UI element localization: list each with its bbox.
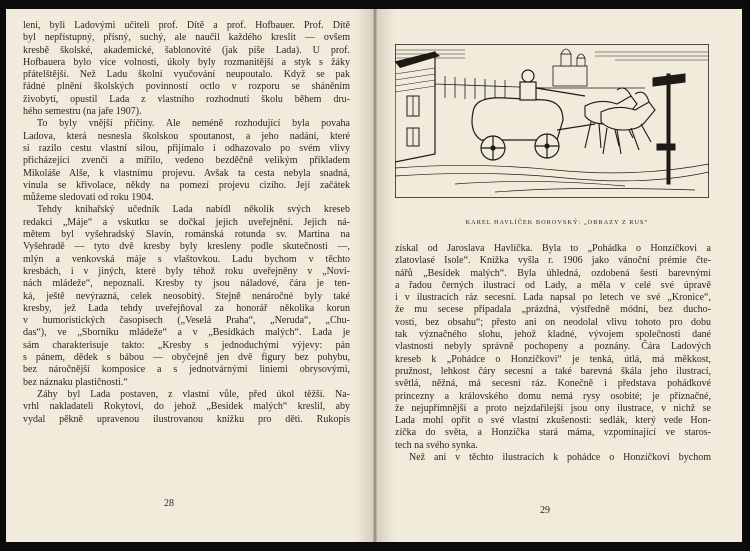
text-line: nářů „Besídek malých“. Byla úhledná, ozdobená šesti barevnými — [395, 267, 711, 279]
text-line: že mu secese připadala „prázdná, výstředně módní, bez ducho- — [395, 304, 711, 316]
text-line: Hofbauera bylo více volnosti, úkoly byly rozmanitější a styk s žáky — [23, 56, 350, 68]
text-line: živobytí, opustil Lada z vlastního rozhodnutí školu během dru- — [23, 93, 350, 105]
text-line: kresbách, i v jiných, které byly téhož roku uveřejněny v „Novi- — [23, 265, 350, 277]
text-line: mětem byl vyšehradský Slavín, románská rotunda sv. Martina na — [23, 229, 350, 241]
text-line: mlýn a venkovská máje s vlaštovkou. Ladu bychom v těchto — [23, 253, 350, 265]
text-line: zíčka do světa, a Honzíčka stará máma, vzpomínající ve staros- — [395, 427, 711, 439]
text-line: Ladova, která nesnesla školskou spoutanost, a jeho nadání, které — [23, 130, 350, 142]
text-line: vosti, bez obsahu“; přesto ani on neodolal vlivu tohoto pro dobu — [395, 316, 711, 328]
text-line: přátelštější. Než Ladu školní vyučování neupoutalo. Když se pak — [23, 69, 350, 81]
text-line: Mikoláše Alše, k vlastnímu projevu. Avšak ta cesta nebyla snadná, — [23, 167, 350, 179]
sleigh-illustration — [395, 44, 709, 198]
text-line: tech na svého synka. — [395, 439, 478, 451]
text-line: das“), ve „Sborníku mládeže“ a v „Besídkách malých“. Lada je — [23, 327, 350, 339]
text-line: vlastnosti nebyly správně pochopeny a poznány. Čára Ladových — [395, 341, 711, 353]
text-line: Lada mohl opřít o své vlastní zkušenosti: sedlák, který vede Hon- — [395, 415, 711, 427]
text-line: a řadou černých ilustrací od Lady, a měla v celé své úpravě — [395, 279, 711, 291]
text-line: vinula se křivolace, někdy na pomezí projevu cizího. Její začátek — [23, 179, 350, 191]
text-line: hého semestru (na jaře 1907). — [23, 106, 142, 118]
text-line: Záhy byl Lada postaven, z vlastní vůle, před úkol těžší. Na- — [37, 388, 350, 400]
page-curve-shade — [377, 9, 395, 542]
text-line: princezny a královského domu nemá rysy osobité; je příznačné, — [395, 390, 711, 402]
house-drawing — [395, 52, 440, 162]
text-line: Než ani v těchto ilustracích k pohádce o Honzíčkovi bychom — [409, 452, 711, 464]
text-line: bez náznaku plastičnosti.“ — [23, 376, 128, 388]
text-line: můžeme sledovati od roku 1904. — [23, 192, 154, 204]
text-line: nách mládeže“, nepoznali. Kresby ty jsou náladové, čára je ten- — [23, 278, 350, 290]
text-line: bez náročnější komposice a s jednotvárnými liniemi obrysovými, — [23, 364, 350, 376]
left-page-text — [23, 20, 350, 426]
text-line: i v ilustracích ráz secesní. Lada napsal po letech ve své „Kronice“, — [395, 292, 711, 304]
text-line: zlatovlasé Isole“. Knížka vyšla r. 1906 jako vánoční prémie čte- — [395, 255, 711, 267]
text-line: To byly vnější příčiny. Ale neméně rozhodující byla povaha — [37, 118, 350, 130]
illustration-caption: KAREL HAVLÍČEK BOROVSKÝ: „OBRAZY Z RUS“ — [465, 219, 649, 226]
text-line: sám charakterisuje takto: „Kresby s jednoduchými výjevy: pán — [23, 339, 350, 351]
text-line: Vyšehradě — tyto dvě kresby byly kresleny podle skutečnosti —, — [23, 241, 350, 253]
text-line: leni, byli Ladovými učiteli prof. Dítě a prof. Hofbauer. Prof. Dítě — [23, 20, 350, 31]
text-line: ká, ještě nevýrazná, celek neosobitý. Stejně nenáročné byly také — [23, 290, 350, 302]
text-line: tak význačného slohu, jehož kladné, vývojem společnosti dané — [395, 329, 711, 341]
text-line: s pánem, dědek s bábou — obyčejně jen dvě figury bez pohybu, — [23, 352, 350, 364]
text-line: redakci „Máje“ a vskutku se dočkal jejich uveřejnění. Jejich ná- — [23, 216, 350, 228]
left-page — [6, 9, 373, 542]
text-line: si razilo cestu vlastní silou, přijímalo i odhazovalo po svém vlivy — [23, 142, 350, 154]
right-page — [377, 9, 742, 542]
text-line: vydal pěkně upravenou ilustrovanou knížku pro děti. Rukopis — [23, 413, 350, 425]
text-line: přicházející zvenčí a mířilo, vedeno bezděčně velikým příkladem — [23, 155, 350, 167]
text-line: kresbě školské, akademické, šablonovité (jak píše Lada). U prof. — [23, 44, 350, 56]
page-curve-shade — [355, 9, 373, 542]
right-page-text — [395, 243, 711, 464]
text-line: v humoristických časopisech („Veselá Praha“, „Neruda“, „Chu- — [23, 315, 350, 327]
text-line: kreseb k „Pohádce o Honzíčkovi“ je tenká, útlá, má měkkost, — [395, 353, 711, 365]
text-line: že nejupřímnější a proto nejzdařilejší jsou ony ilustrace, v nichž se — [395, 402, 711, 414]
text-line: byl nepřístupný, přísný, suchý, ale naučil každého kreslit — ovšem — [23, 32, 350, 44]
text-line: pružnost, lehkost čáry secesní a také barevná škála jeho ilustrací, — [395, 365, 711, 377]
page-number-right: 29 — [540, 505, 550, 516]
text-line: řádné plnění školských povinností octlo v rozporu se sháněním — [23, 81, 350, 93]
text-line: kresby, jež Lada tehdy uveřejňoval za honorář několika korun — [23, 302, 350, 314]
text-line: získal od Jaroslava Havlíčka. Byla to „Pohádka o Honzíčkovi a — [395, 243, 711, 254]
text-line: vrhl nakladateli Rokytovi, do jehož „Besídek malých“ kreslil, aby — [23, 401, 350, 413]
page-number-left: 28 — [164, 498, 174, 509]
text-line: světlá, něžná, má secesní ráz. Konečně i představa pohádkové — [395, 378, 711, 390]
text-line: Tehdy knihařský učedník Lada nabídl několik svých kreseb — [37, 204, 350, 216]
